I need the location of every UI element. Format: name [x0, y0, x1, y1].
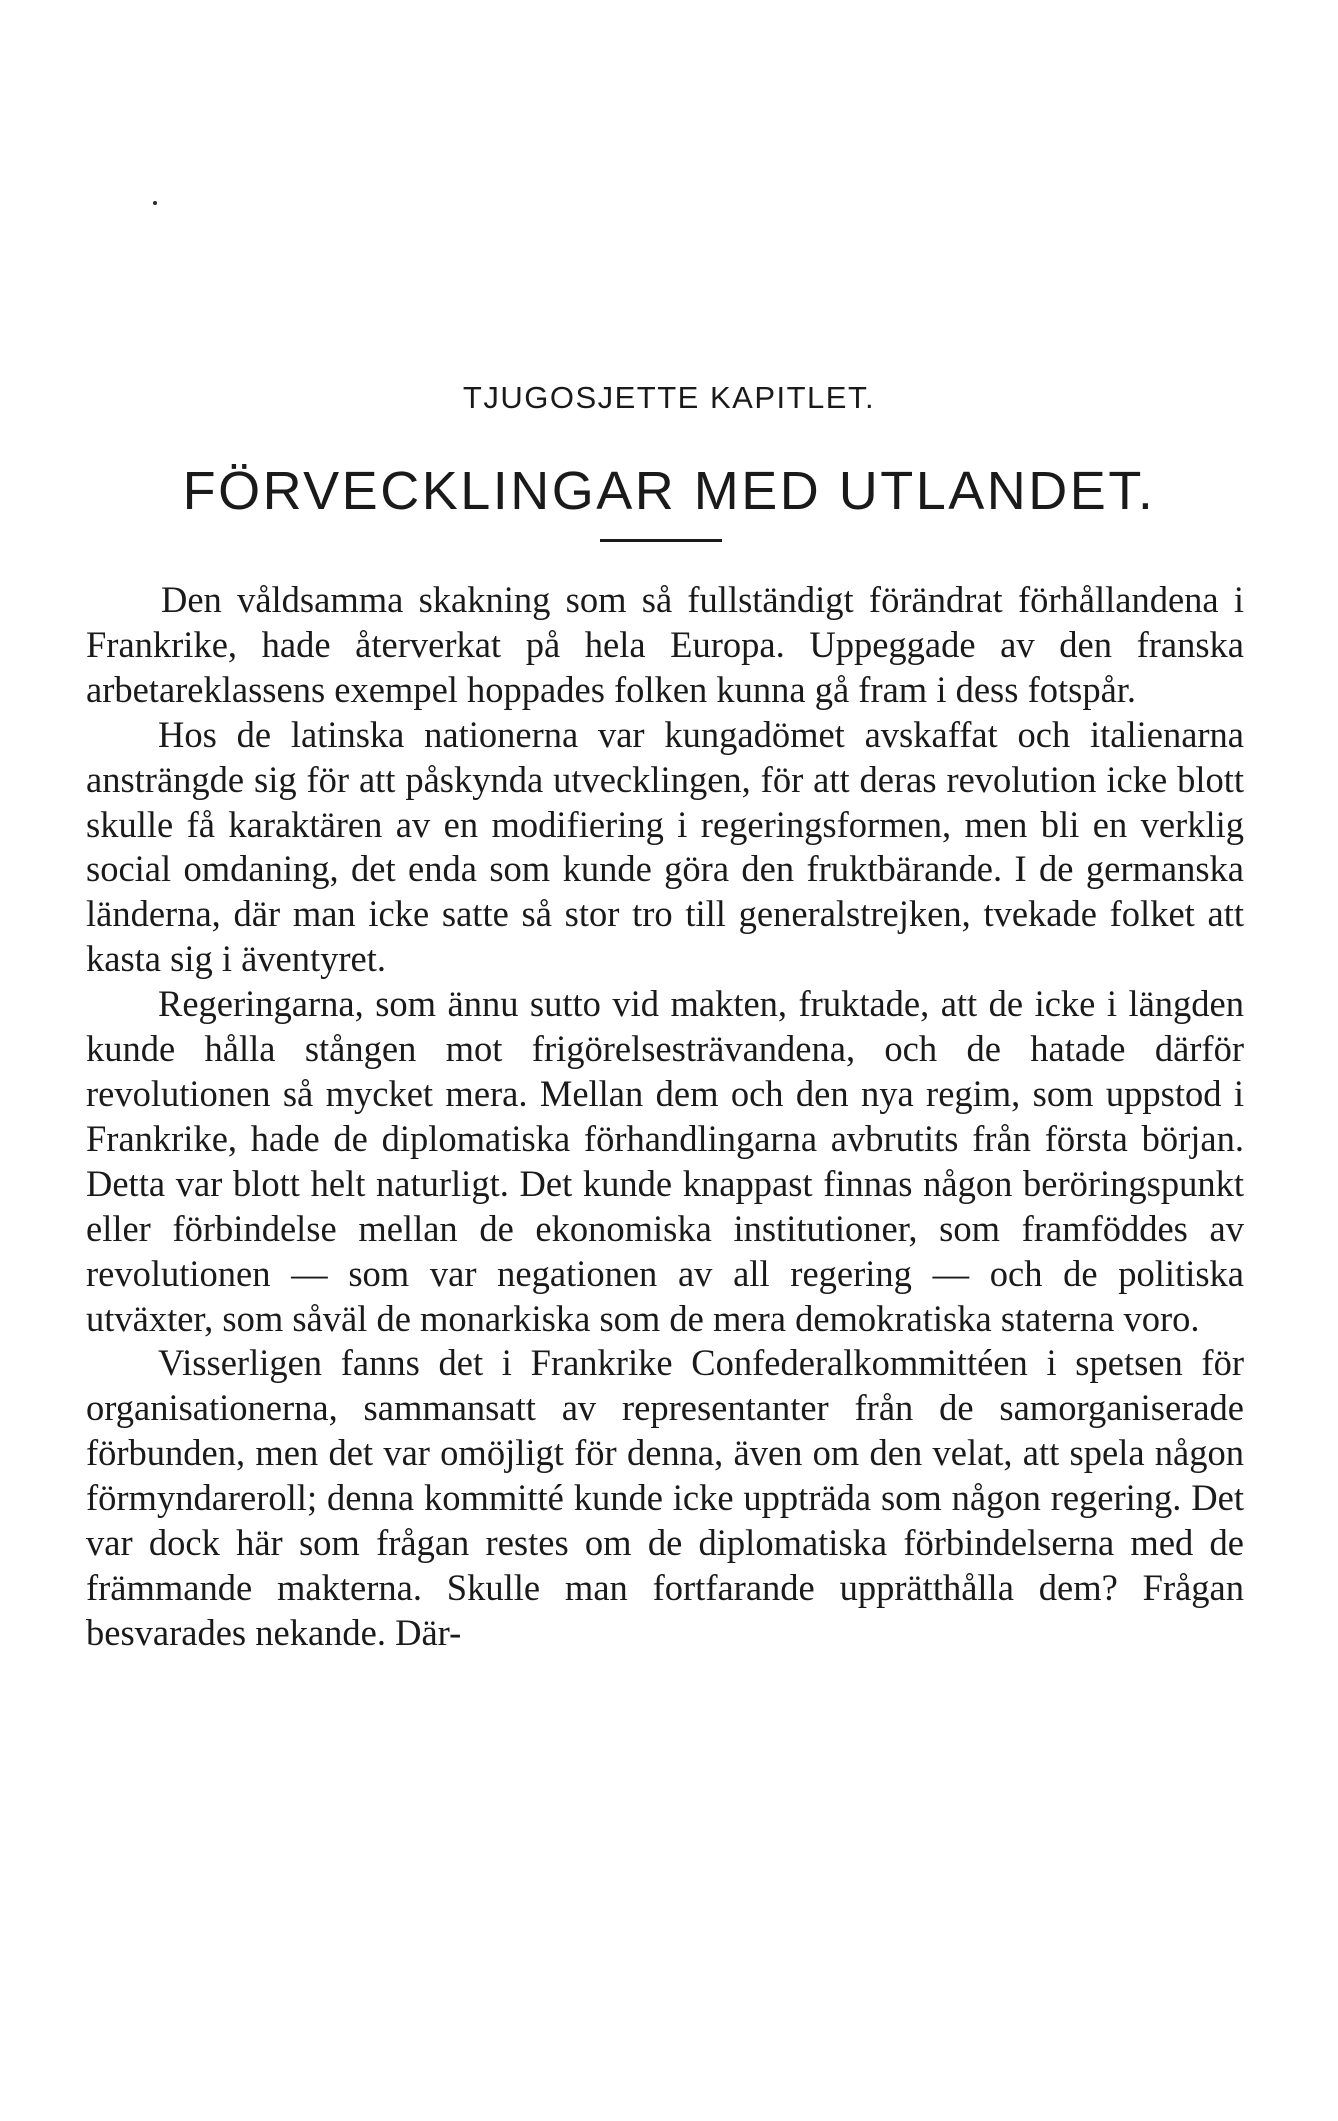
paragraph: Den våldsamma skakning som så fullständigt förändrat förhållandena i Frankrike, hade återverkat på hela Europa. Uppeggade av den franska arbetareklassens exempel hoppades folken kunna gå fram i dess fotspår. — [86, 579, 1244, 710]
paragraph: Visserligen fanns det i Frankrike Confederalkommittéen i spetsen för organisationerna, sammansatt av representanter från de samorganiserade förbunden, men det var omöjligt för denna, även om den velat, att spela någon förmyndareroll; denna kommitté kunde icke uppträda som någon regering. Det var dock här som frågan restes om de diplomatiska förbindelserna med de främmande makterna. Skulle man fortfarande upprätthålla dem? Frågan besvarades nekande. Där- — [86, 1342, 1244, 1653]
paragraph: Hos de latinska nationerna var kungadömet avskaffat och italienarna ansträngde sig för att påskynda utvecklingen, för att deras revolution icke blott skulle få karaktären av en modifiering i regeringsformen, men bli en verklig social omdaning, det enda som kunde göra den fruktbärande. I de germanska länderna, där man icke satte så stor tro till generalstrejken, tvekade folket att kasta sig i äventyret. — [86, 713, 1244, 980]
print-speck — [153, 201, 157, 205]
body-text — [86, 578, 1244, 1656]
chapter-number: TJUGOSJETTE KAPITLET. — [462, 380, 876, 415]
paragraph: Regeringarna, som ännu sutto vid makten, fruktade, att de icke i längden kunde hålla stången mot frigörelsesträvandena, och de hatade därför revolutionen så mycket mera. Mellan dem och den nya regim, som uppstod i Frankrike, hade de diplomatiska förhandlingarna avbrutits från första början. Detta var blott helt naturligt. Det kunde knappast finnas någon beröringspunkt eller förbindelse mellan de ekonomiska institutioner, som framföddes av revolutionen — som var negationen av all regering — och de politiska utväxter, som såväl de monarkiska som de mera demokratiska staterna voro. — [86, 983, 1244, 1339]
chapter-title: FÖRVECKLINGAR MED UTLANDET. — [182, 461, 1156, 521]
title-divider — [600, 539, 722, 542]
